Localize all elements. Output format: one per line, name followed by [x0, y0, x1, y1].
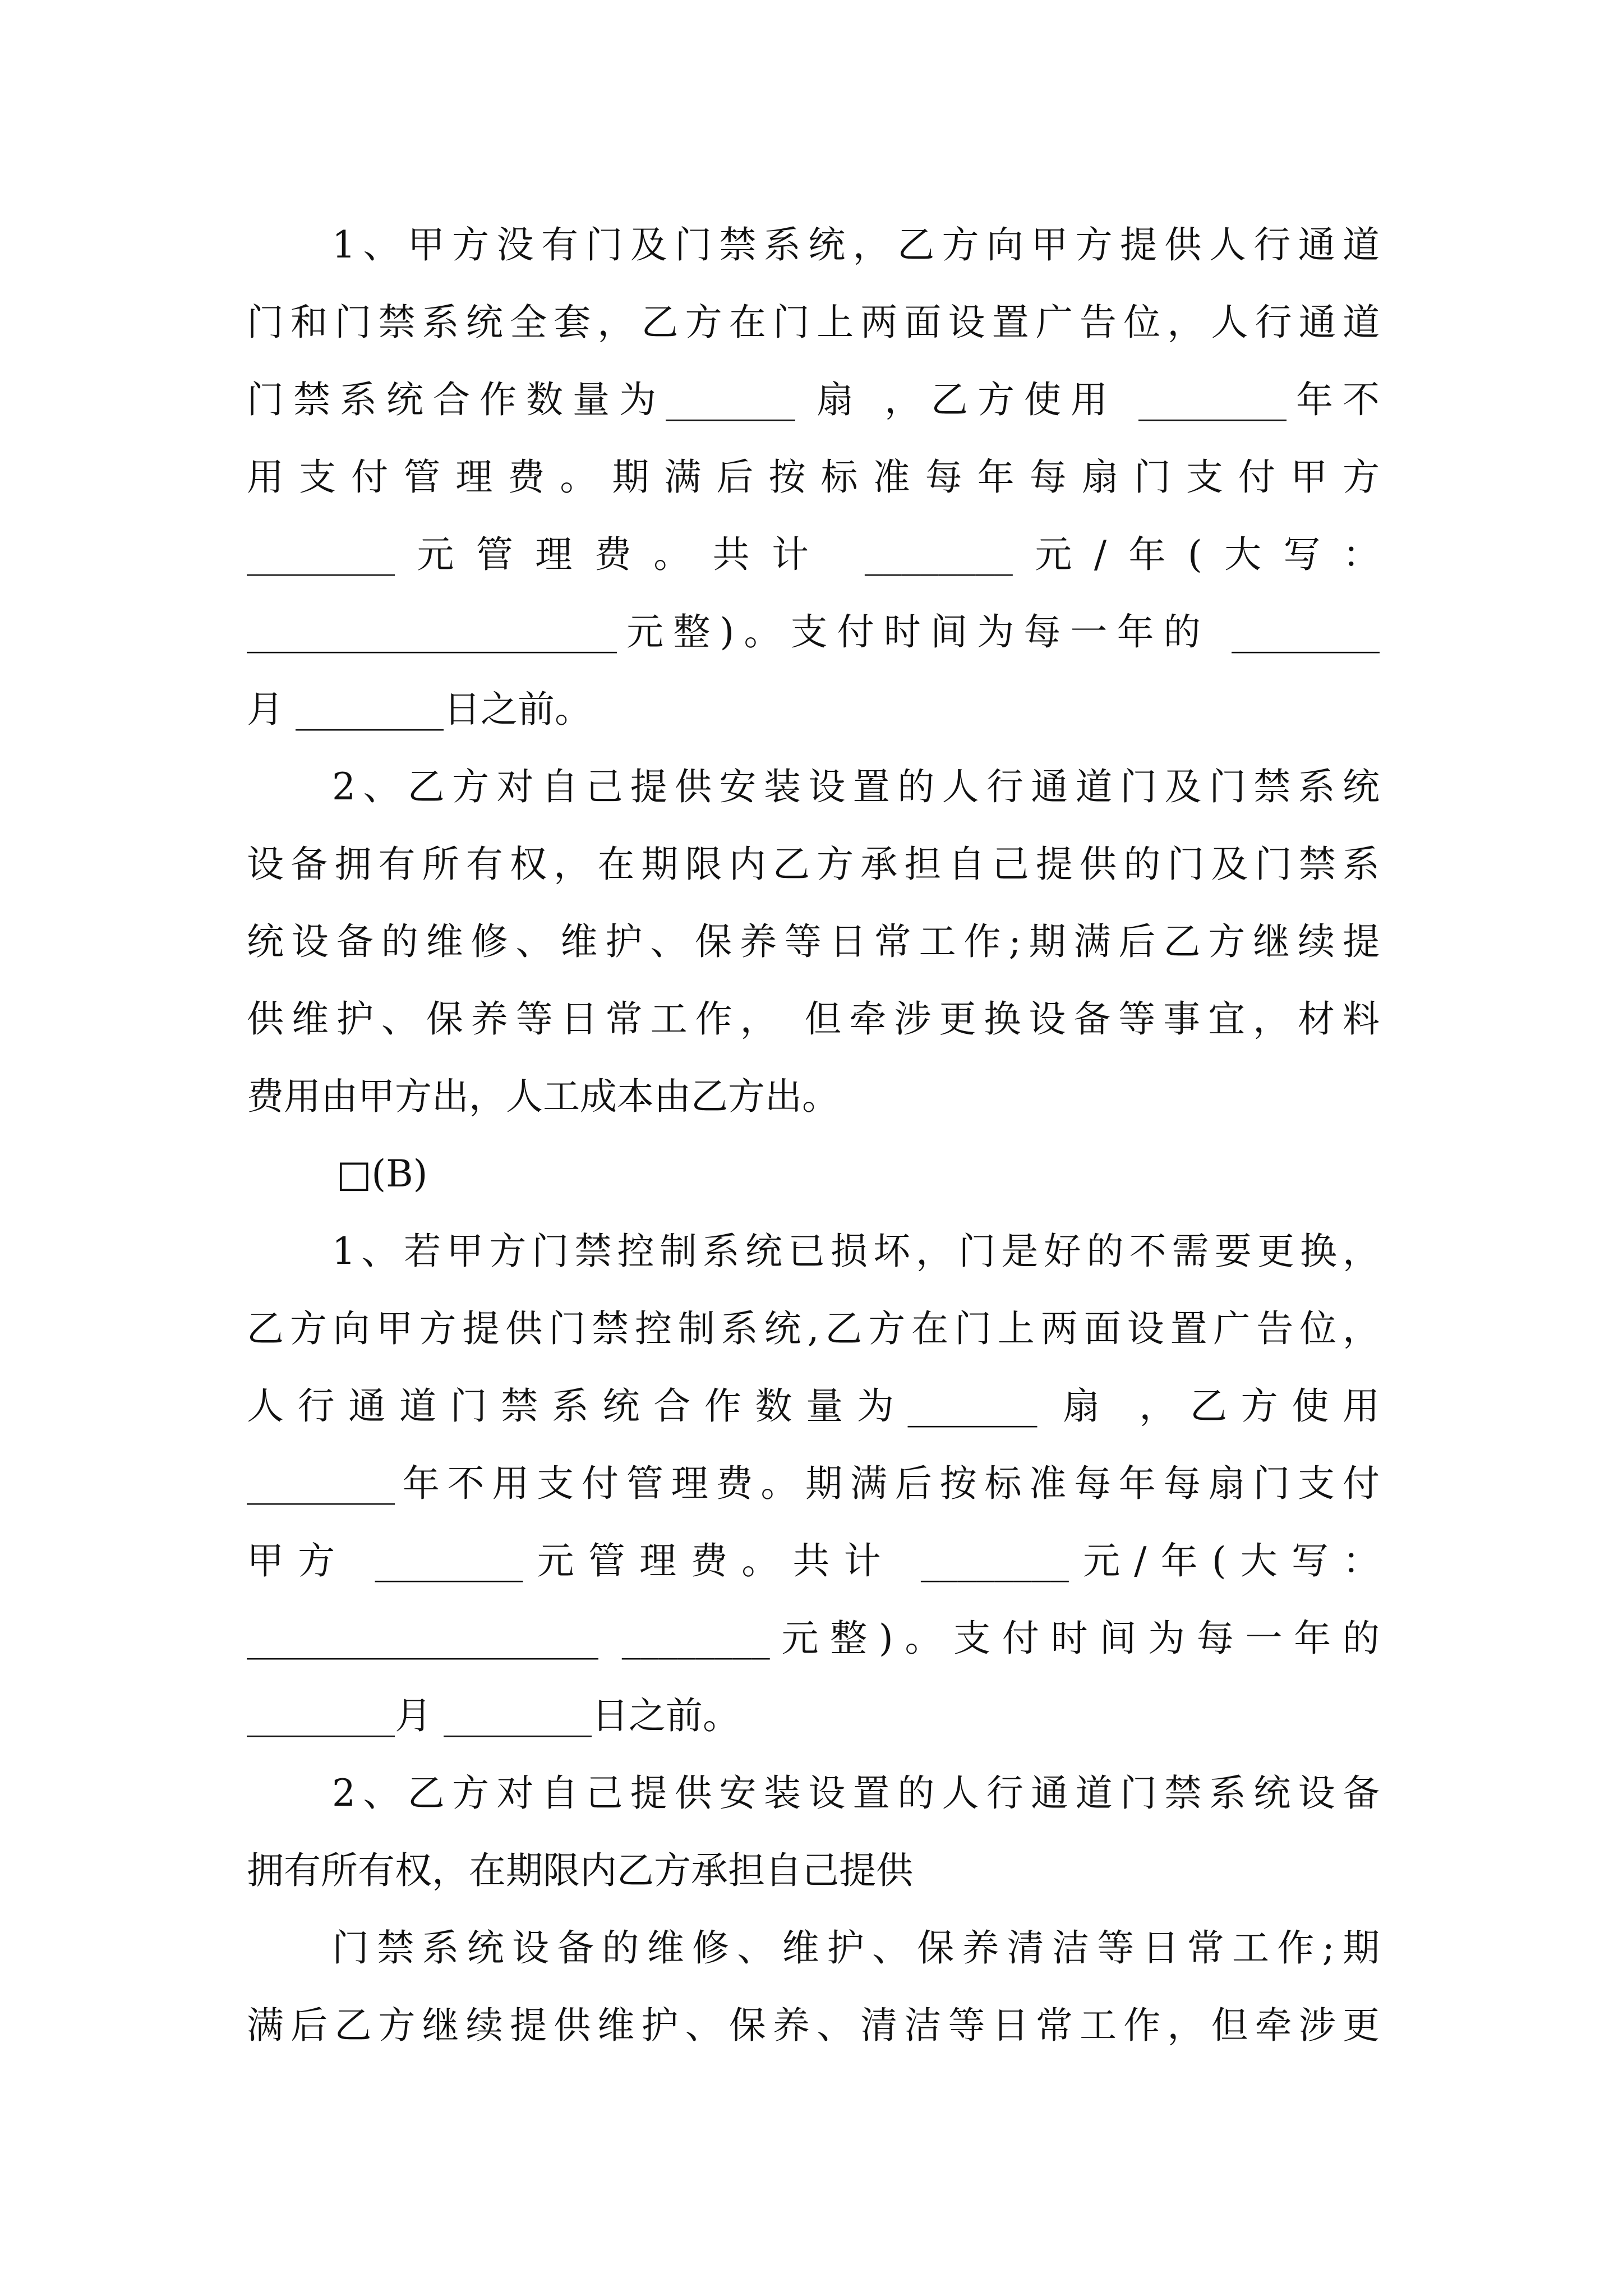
paragraph-1-line-2: 门和门禁系统全套，乙方在门上两面设置广告位，人行通道 [247, 301, 1380, 344]
paragraph-1-line-7: 月 ________日之前。 [247, 688, 592, 731]
paragraph-2-line-1: 2、乙方对自己提供安装设置的人行通道门及门禁系统 [332, 765, 1380, 808]
paragraph-2-line-2: 设备拥有所有权，在期限内乙方承担自己提供的门及门禁系 [247, 843, 1380, 886]
option-b-checkbox-line: □(B) [336, 1152, 428, 1195]
paragraph-4-line-2: 拥有所有权，在期限内乙方承担自己提供 [247, 1849, 913, 1892]
paragraph-1-line-4: 用支付管理费。期满后按标准每年每扇门支付甲方 [247, 455, 1380, 499]
paragraph-2-line-3: 统设备的维修、维护、保养等日常工作;期满后乙方继续提 [247, 920, 1380, 963]
paragraph-1-line-6: ____________________元整)。支付时间为每一年的 ________ [247, 610, 1380, 654]
paragraph-3-line-3: 人行通道门禁系统合作数量为_______ 扇 ，乙方使用 [247, 1384, 1380, 1428]
paragraph-5-line-2: 满后乙方继续提供维护、保养、清洁等日常工作，但牵涉更 [247, 2004, 1380, 2047]
paragraph-3-line-4: ________年不用支付管理费。期满后按标准每年每扇门支付 [247, 1462, 1380, 1505]
document-body [247, 206, 1380, 2064]
paragraph-3-line-7: ________月 ________日之前。 [247, 1694, 740, 1737]
paragraph-3-line-5: 甲方 ________元管理费。共计 ________元/年(大写： [247, 1539, 1380, 1582]
paragraph-4-line-1: 2、乙方对自己提供安装设置的人行通道门禁系统设备 [332, 1772, 1380, 1815]
paragraph-1-line-1: 1、甲方没有门及门禁系统，乙方向甲方提供人行通道 [332, 223, 1380, 266]
paragraph-1-line-5: ________元管理费。共计 ________元/年(大写： [247, 533, 1380, 576]
paragraph-3-line-2: 乙方向甲方提供门禁控制系统,乙方在门上两面设置广告位， [247, 1307, 1380, 1350]
paragraph-1-line-3: 门禁系统合作数量为_______ 扇 ，乙方使用 ________年不 [247, 378, 1380, 421]
paragraph-3-line-1: 1、若甲方门禁控制系统已损坏，门是好的不需要更换， [332, 1230, 1380, 1273]
paragraph-3-line-6: ___________________ ________元整)。支付时间为每一年的 [247, 1617, 1380, 1660]
paragraph-2-line-5: 费用由甲方出，人工成本由乙方出。 [247, 1075, 839, 1118]
paragraph-2-line-4: 供维护、保养等日常工作， 但牵涉更换设备等事宜，材料 [247, 997, 1380, 1041]
paragraph-5-line-1: 门禁系统设备的维修、维护、保养清洁等日常工作;期 [332, 1926, 1380, 1970]
